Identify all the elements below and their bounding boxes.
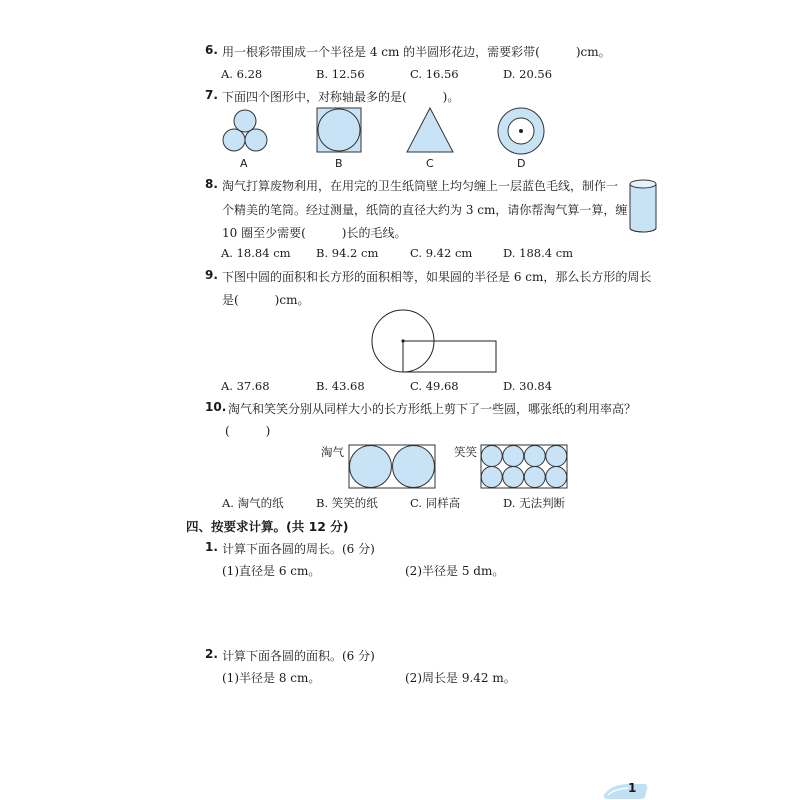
q9-circle-rectangle-figure — [370, 308, 505, 376]
q6-option-c[interactable]: C. 16.56 — [410, 67, 459, 81]
q7-number: 7. — [205, 88, 218, 102]
q8-text-line1: 淘气打算废物利用，在用完的卫生纸筒壁上均匀缠上一层蓝色毛线，制作一 — [222, 179, 619, 193]
q10-label-taoqi: 淘气 — [321, 445, 344, 459]
q10-taoqi-paper-two-circles — [348, 444, 438, 490]
q8-option-c[interactable]: C. 9.42 cm — [410, 246, 473, 260]
q8-text-line2: 个精美的笔筒。经过测量，纸筒的直径大约为 3 cm，请你帮淘气算一算，缠 — [222, 203, 628, 217]
q8-option-a[interactable]: A. 18.84 cm — [221, 246, 291, 260]
q9-option-b[interactable]: B. 43.68 — [316, 379, 365, 393]
q10-option-b[interactable]: B. 笑笑的纸 — [316, 496, 378, 510]
q7-figure-c-triangle[interactable] — [405, 106, 455, 156]
q7-label-c: C — [426, 157, 434, 170]
q8-number: 8. — [205, 177, 218, 191]
q8-cylinder-figure — [628, 178, 660, 234]
q6-option-b[interactable]: B. 12.56 — [316, 67, 365, 81]
q7-label-b: B — [335, 157, 343, 170]
q9-option-d[interactable]: D. 30.84 — [503, 379, 553, 393]
q7-figure-d-concentric-circles[interactable] — [496, 106, 546, 156]
section4-p2-text: 计算下面各圆的面积。(6 分) — [222, 649, 375, 663]
q8-option-d[interactable]: D. 188.4 cm — [503, 246, 574, 260]
q10-option-d[interactable]: D. 无法判断 — [503, 496, 566, 510]
q6-option-a[interactable]: A. 6.28 — [221, 67, 263, 81]
q8-option-b[interactable]: B. 94.2 cm — [316, 246, 379, 260]
q10-number: 10. — [205, 400, 227, 414]
page-number-badge-icon — [600, 781, 650, 800]
section4-p2-sub1: (1)半径是 8 cm。 — [222, 671, 321, 685]
q7-figure-a-three-circles[interactable] — [220, 105, 270, 155]
section4-p2-sub2: (2)周长是 9.42 m。 — [405, 671, 516, 685]
q10-text: 淘气和笑笑分别从同样大小的长方形纸上剪下了一些圆，哪张纸的利用率高？ — [228, 402, 637, 416]
section4-p2-number: 2. — [205, 647, 218, 661]
section4-p1-sub2: (2)半径是 5 dm。 — [405, 564, 505, 578]
q9-text-line1: 下图中圆的面积和长方形的面积相等，如果圆的半径是 6 cm，那么长方形的周长 — [222, 270, 652, 284]
q10-option-a[interactable]: A. 淘气的纸 — [222, 496, 284, 510]
section4-p1-sub1: (1)直径是 6 cm。 — [222, 564, 321, 578]
q7-text: 下面四个图形中，对称轴最多的是( )。 — [222, 90, 460, 104]
q10-option-c[interactable]: C. 同样高 — [410, 496, 461, 510]
q9-text-line2: 是( )cm。 — [222, 293, 310, 307]
q9-option-a[interactable]: A. 37.68 — [221, 379, 270, 393]
q6-number: 6. — [205, 43, 218, 57]
section4-p1-number: 1. — [205, 540, 218, 554]
q8-text-line3: 10 圈至少需要( )长的毛线。 — [222, 226, 407, 240]
q7-figure-b-circle-in-square[interactable] — [316, 107, 364, 155]
q9-number: 9. — [205, 268, 218, 282]
q10-answer-blank[interactable]: ( ) — [225, 424, 271, 438]
q6-option-d[interactable]: D. 20.56 — [503, 67, 553, 81]
q7-label-d: D — [517, 157, 526, 170]
section4-title: 四、按要求计算。(共 12 分) — [186, 519, 349, 534]
page-number: 1 — [628, 781, 637, 795]
q10-xiaoxiao-paper-eight-circles — [480, 444, 570, 490]
q10-label-xiaoxiao: 笑笑 — [454, 445, 477, 459]
section4-p1-text: 计算下面各圆的周长。(6 分) — [222, 542, 375, 556]
q6-text: 用一根彩带围成一个半径是 4 cm 的半圆形花边，需要彩带( )cm。 — [222, 45, 611, 59]
q9-option-c[interactable]: C. 49.68 — [410, 379, 459, 393]
q7-label-a: A — [240, 157, 248, 170]
